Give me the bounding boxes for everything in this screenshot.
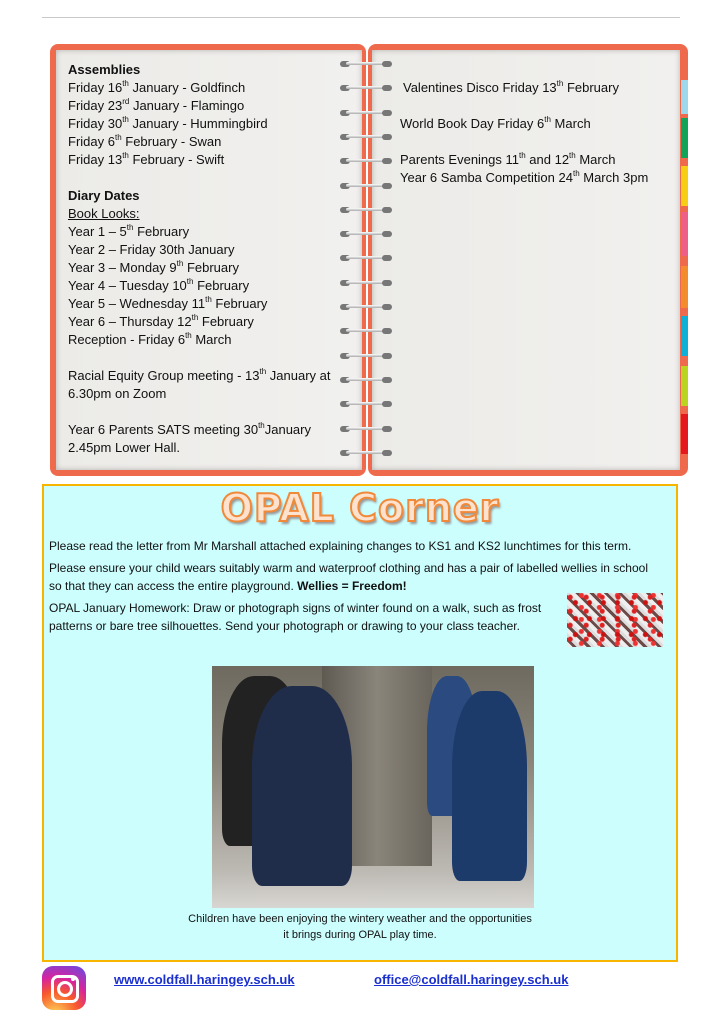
wellies-freedom: Wellies = Freedom!	[297, 579, 407, 593]
spiral-ring	[338, 133, 394, 141]
assembly-item: Friday 6th February - Swan	[68, 133, 222, 149]
book-look-item: Year 6 – Thursday 12th February	[68, 313, 254, 329]
spiral-ring	[338, 376, 394, 384]
valentines-disco: Valentines Disco Friday 13th February	[403, 79, 619, 95]
book-look-item: Year 1 – 5th February	[68, 223, 190, 239]
assemblies-heading: Assemblies	[68, 62, 141, 77]
book-look-item: Year 4 – Tuesday 10th February	[68, 277, 250, 293]
opal-homework: OPAL January Homework: Draw or photograph signs of winter found on a walk, such as frost	[49, 601, 542, 615]
opal-paragraph-clothing-2: so that they can access the entire playground. Wellies = Freedom!	[49, 579, 407, 593]
website-link[interactable]: www.coldfall.haringey.sch.uk	[114, 972, 295, 987]
spiral-ring	[338, 84, 394, 92]
book-looks-heading: Book Looks:	[68, 206, 140, 221]
notebook-tab	[681, 316, 688, 356]
notebook-tab	[681, 80, 688, 114]
opal-paragraph-lunchtimes: Please read the letter from Mr Marshall attached explaining changes to KS1 and KS2 lunchtimes for this term.	[49, 539, 632, 553]
spiral-ring	[338, 230, 394, 238]
book-look-item: Reception - Friday 6th March	[68, 331, 232, 347]
assembly-item: Friday 30th January - Hummingbird	[68, 115, 268, 131]
parents-evenings: Parents Evenings 11th and 12th March	[400, 151, 616, 167]
spiral-ring	[338, 157, 394, 165]
spiral-ring	[338, 327, 394, 335]
spiral-ring	[338, 303, 394, 311]
racial-equity-meeting: Racial Equity Group meeting - 13th January at	[68, 367, 331, 383]
notebook-tab	[681, 414, 688, 454]
spiral-ring	[338, 425, 394, 433]
spiral-ring	[338, 206, 394, 214]
email-link[interactable]: office@coldfall.haringey.sch.uk	[374, 972, 569, 987]
book-look-item: Year 2 – Friday 30th January	[68, 242, 235, 257]
notebook-tab	[681, 212, 688, 256]
book-look-item: Year 5 – Wednesday 11th February	[68, 295, 268, 311]
spiral-ring	[338, 400, 394, 408]
children-winter-photo	[212, 666, 534, 908]
assembly-item: Friday 23rd January - Flamingo	[68, 97, 245, 113]
instagram-icon[interactable]	[42, 966, 86, 1010]
spiral-binding	[338, 60, 394, 464]
top-rule	[42, 17, 680, 18]
opal-homework-2: patterns or bare tree silhouettes. Send your photograph or drawing to your class teacher.	[49, 619, 520, 633]
spiral-ring	[338, 279, 394, 287]
spiral-ring	[338, 109, 394, 117]
notebook-tab	[681, 118, 688, 158]
world-book-day: World Book Day Friday 6th March	[400, 115, 591, 131]
opal-corner-section	[42, 484, 678, 962]
assembly-item: Friday 16th January - Goldfinch	[68, 79, 246, 95]
spiral-ring	[338, 60, 394, 68]
opal-paragraph-clothing: Please ensure your child wears suitably warm and waterproof clothing and has a pair of labelled wellies in school	[49, 561, 648, 575]
notebook-tab	[681, 166, 688, 206]
racial-equity-meeting-time: 6.30pm on Zoom	[68, 386, 167, 401]
opal-corner-title: OPAL Corner	[220, 486, 500, 530]
photo-caption: Children have been enjoying the wintery weather and the opportunities it brings during OPAL play time.	[188, 913, 532, 941]
assembly-item: Friday 13th February - Swift	[68, 151, 225, 167]
book-look-item: Year 3 – Monday 9th February	[68, 259, 239, 275]
spiral-ring	[338, 449, 394, 457]
diary-dates-heading: Diary Dates	[68, 188, 140, 203]
spiral-ring	[338, 254, 394, 262]
notebook-tab	[681, 266, 688, 308]
spiral-ring	[338, 352, 394, 360]
sats-meeting: Year 6 Parents SATS meeting 30thJanuary	[68, 421, 311, 437]
right-page-content	[400, 79, 648, 187]
left-page-content	[68, 61, 330, 457]
sats-meeting-time: 2.45pm Lower Hall.	[68, 440, 180, 455]
notebook-tab	[681, 366, 688, 406]
spiral-ring	[338, 182, 394, 190]
samba-competition: Year 6 Samba Competition 24th March 3pm	[400, 169, 649, 185]
frost-berries-image	[567, 593, 663, 647]
